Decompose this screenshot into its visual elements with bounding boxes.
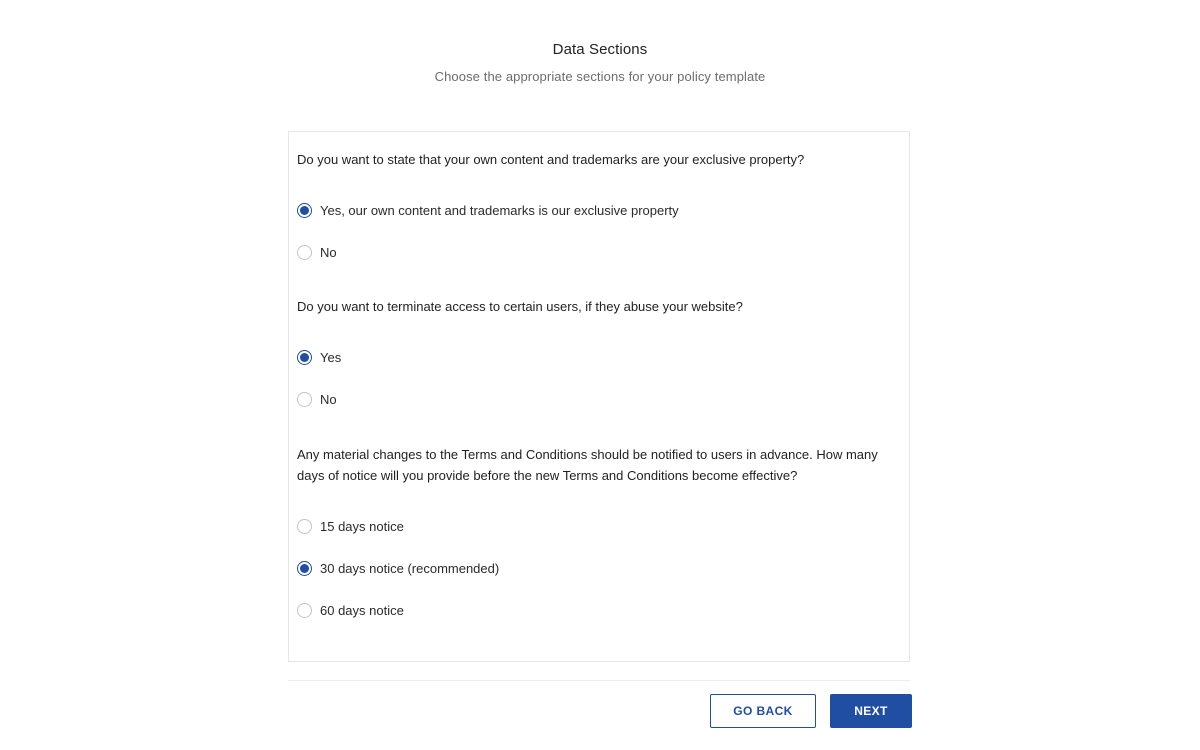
radio-terminate-no[interactable] [297, 392, 312, 407]
option-notice-15[interactable] [297, 516, 404, 536]
option-label: 15 days notice [320, 518, 404, 534]
next-button[interactable]: NEXT [830, 694, 912, 728]
option-label: 60 days notice [320, 602, 404, 618]
option-exclusive-no[interactable] [297, 242, 337, 262]
option-notice-30[interactable] [297, 558, 499, 578]
option-exclusive-yes[interactable] [297, 200, 679, 220]
option-label: 30 days notice (recommended) [320, 560, 500, 576]
questions-card [288, 131, 910, 662]
page-subtitle: Choose the appropriate sections for your policy template [434, 69, 766, 84]
option-terminate-no[interactable] [297, 389, 337, 409]
radio-notice-60[interactable] [297, 603, 312, 618]
option-terminate-yes[interactable] [297, 347, 341, 367]
question-notice-days: Any material changes to the Terms and Conditions should be notified to users in advance. How many days of notice will you provide before the new Terms and Conditions become effective? [297, 447, 878, 483]
option-notice-60[interactable] [297, 600, 404, 620]
question-exclusive-property: Do you want to state that your own content and trademarks are your exclusive property? [297, 152, 805, 167]
option-label: No [320, 391, 337, 407]
radio-notice-15[interactable] [297, 519, 312, 534]
radio-notice-30[interactable] [297, 561, 312, 576]
radio-exclusive-yes[interactable] [297, 203, 312, 218]
option-label: Yes, our own content and trademarks is our exclusive property [320, 202, 679, 218]
radio-terminate-yes[interactable] [297, 350, 312, 365]
footer-divider [288, 680, 910, 681]
question-terminate-access: Do you want to terminate access to certain users, if they abuse your website? [297, 299, 743, 314]
page-title: Data Sections [552, 41, 648, 58]
go-back-button[interactable]: GO BACK [710, 694, 816, 728]
option-label: No [320, 244, 337, 260]
option-label: Yes [320, 349, 342, 365]
radio-exclusive-no[interactable] [297, 245, 312, 260]
